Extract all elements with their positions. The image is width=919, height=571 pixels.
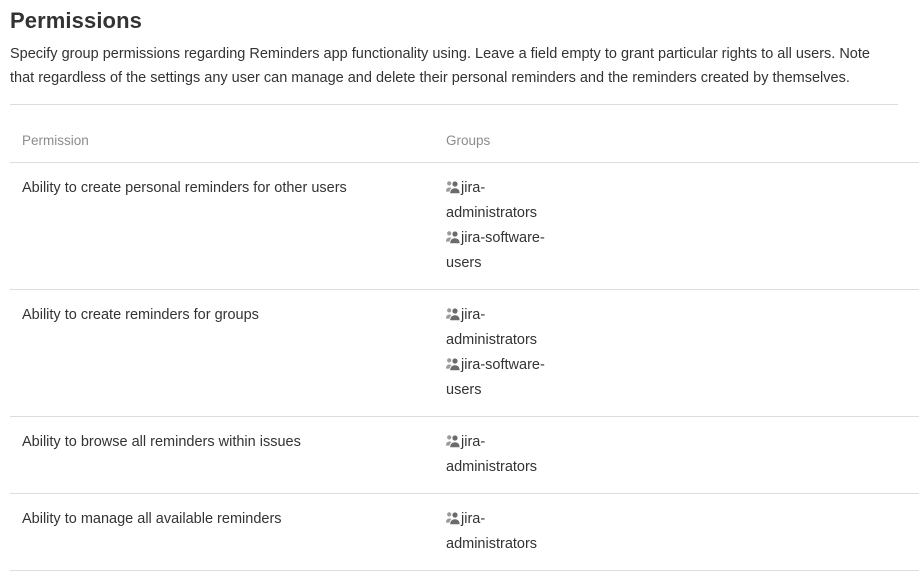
table-header-row [10,127,919,163]
group-entry [446,430,576,480]
group-icon [446,180,460,194]
group-name: jira-administrators [446,511,538,552]
column-header-groups: Groups [444,127,919,163]
group-entry [446,226,576,276]
permission-label: Ability to create reminders for groups [22,307,259,323]
column-header-permission: Permission [10,127,444,163]
groups-cell [444,494,919,571]
table-row [10,494,919,571]
group-name: jira-software-users [446,230,545,271]
permission-label: Ability to create personal reminders for other users [22,180,347,196]
page-title: Permissions [10,8,142,33]
groups-cell [444,290,919,417]
table-head [10,127,919,163]
table-row [10,163,919,290]
group-icon [446,434,460,448]
group-name: jira-administrators [446,307,538,348]
table-row [10,417,919,494]
permission-cell [10,290,444,417]
header-divider [10,104,898,105]
permission-cell [10,417,444,494]
permission-cell [10,494,444,571]
group-entry [446,507,576,557]
group-name: jira-administrators [446,180,538,221]
groups-cell [444,163,919,290]
group-entry [446,176,576,226]
permissions-table [10,127,919,571]
group-icon [446,307,460,321]
group-icon [446,230,460,244]
table-row [10,290,919,417]
group-name: jira-administrators [446,434,538,475]
permission-label: Ability to manage all available reminders [22,511,282,527]
groups-cell [444,417,919,494]
permission-label: Ability to browse all reminders within issues [22,434,301,450]
group-entry [446,303,576,353]
group-name: jira-software-users [446,357,545,398]
group-icon [446,511,460,525]
page-description: Specify group permissions regarding Reminders app functionality using. Leave a field empty to grant particular rights to all users. Note that regardless of the settings any user can manage and delete their personal reminders and the reminders created by themselves. [10,46,870,86]
group-icon [446,357,460,371]
group-entry [446,353,576,403]
permission-cell [10,163,444,290]
table-body [10,163,919,571]
